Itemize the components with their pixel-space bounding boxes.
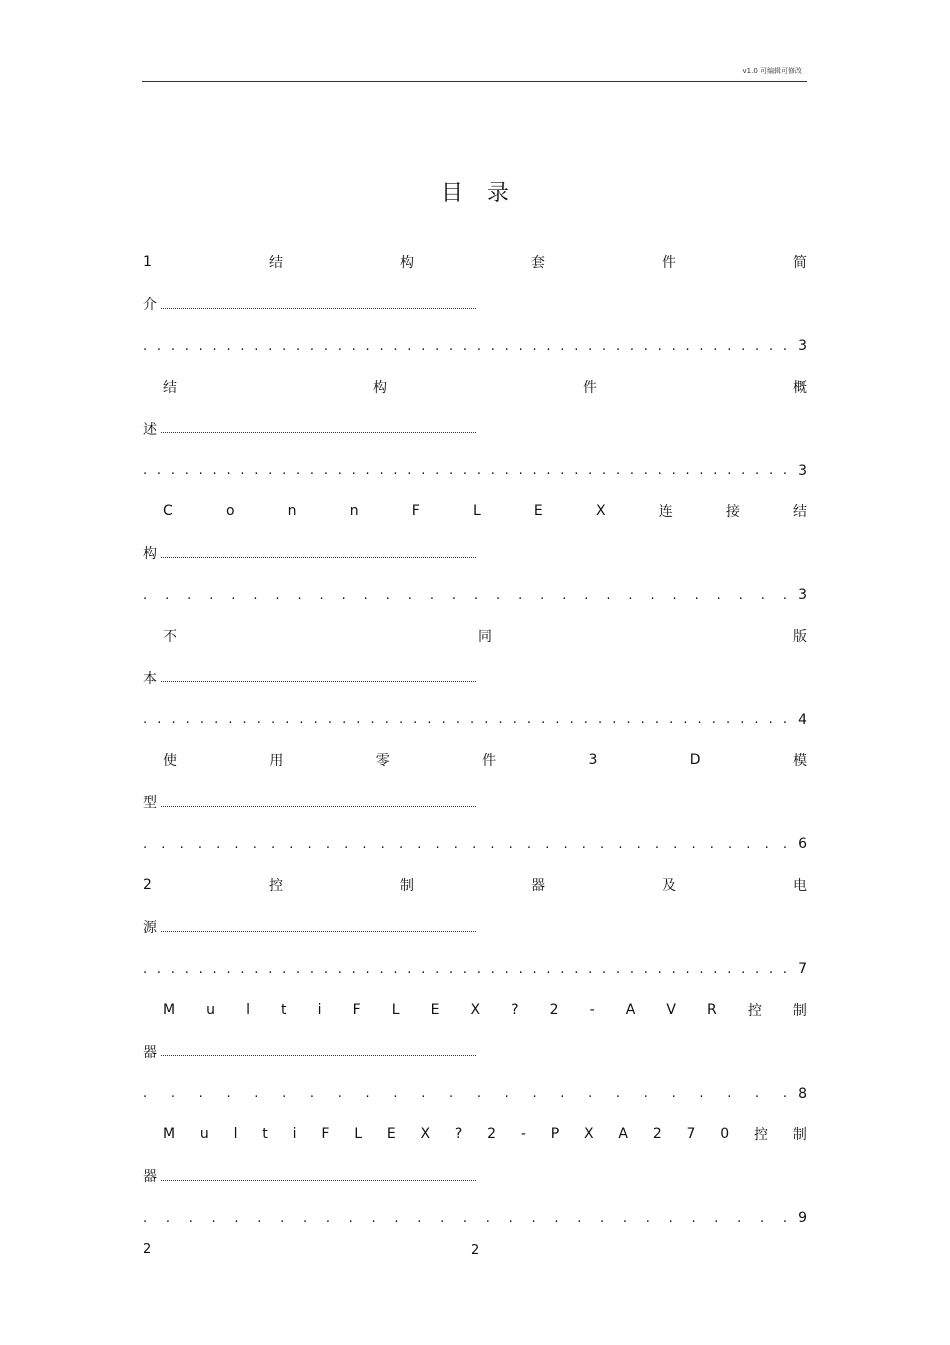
toc-heading-4[interactable] [163, 626, 807, 646]
toc-heading-char: 电 [793, 878, 807, 894]
toc-heading-char: 连 [658, 504, 673, 521]
toc-lead-line [143, 419, 807, 439]
toc-heading-6[interactable] [143, 875, 807, 895]
toc-page-line[interactable] [143, 710, 807, 730]
toc-heading-char: ? [454, 1126, 463, 1143]
toc-heading-char: M [163, 1001, 176, 1018]
toc-lead-char: 源 [143, 920, 157, 936]
toc-heading-char: u [199, 1126, 209, 1143]
toc-heading-char: 2 [143, 877, 152, 893]
leader-dots-text: . . . . . . . . . . . . . . . . . . . . . . . . . . . . . . . . . . . . . . . . . . . . . . . [143, 338, 787, 354]
page-title: 目录 [440, 181, 533, 206]
toc-page-line[interactable] [143, 959, 807, 979]
toc-heading-char: 控 [268, 878, 283, 894]
toc-heading-char: 1 [143, 254, 152, 270]
toc-heading-char: A [618, 1126, 628, 1143]
toc-page-number: 3 [798, 587, 807, 604]
toc-page-line[interactable] [143, 834, 807, 854]
toc-heading-char: X [470, 1001, 481, 1018]
toc-heading-char: 2 [487, 1126, 497, 1143]
toc-heading-char: 3 [588, 752, 598, 769]
toc-heading-char: D [689, 752, 701, 769]
toc-lead-line [143, 917, 807, 937]
toc-lead-line [143, 543, 807, 563]
toc-heading-char: F [352, 1001, 361, 1018]
toc-heading-5[interactable] [163, 750, 807, 770]
toc-heading-char: X [595, 503, 606, 520]
toc-heading-char: R [707, 1001, 717, 1018]
leader-dots [161, 432, 476, 433]
toc-page-number: 6 [798, 836, 807, 853]
toc-heading-char: 简 [793, 255, 807, 271]
leader-dots-text: . . . . . . . . . . . . . . . . . . . . . . . . . . . . . . . . . . . . . . . . . . . . . . [143, 712, 787, 728]
toc-heading-char: 控 [747, 1002, 762, 1019]
toc-page-number: 4 [798, 711, 807, 728]
toc-heading-7[interactable] [163, 1000, 807, 1020]
leader-dots-text: . . . . . . . . . . . . . . . . . . . . . . . . . . . . . . . . . . . . . . . . . . . . . . . [143, 463, 787, 479]
toc-heading-char: 构 [399, 255, 414, 271]
toc-heading-char: 同 [478, 628, 492, 645]
toc-lead-char: 述 [143, 421, 157, 438]
toc-heading-char: V [666, 1001, 676, 1018]
toc-heading-char: 2 [652, 1126, 662, 1143]
toc-heading-char: X [420, 1126, 431, 1143]
toc-heading-char: L [354, 1126, 362, 1143]
toc-heading-char: o [225, 503, 235, 520]
toc-lead-line [143, 294, 807, 314]
toc-lead-char: 器 [143, 1169, 157, 1186]
toc-page-line[interactable] [143, 336, 807, 356]
leader-dots [161, 557, 476, 558]
toc-heading-char: 7 [686, 1126, 696, 1143]
toc-lead-char: 构 [143, 546, 157, 563]
leader-dots [161, 308, 476, 309]
toc-heading-char: 构 [373, 379, 387, 396]
toc-heading-char: l [233, 1126, 238, 1143]
footer-page-center: 2 [471, 1243, 480, 1258]
toc-page-line[interactable] [143, 461, 807, 481]
toc-heading-char: 制 [399, 878, 414, 894]
toc-heading-char: 控 [754, 1127, 769, 1144]
toc-heading-char: t [262, 1126, 268, 1143]
toc-page-line[interactable] [143, 1084, 807, 1104]
toc-heading-char: F [411, 503, 420, 520]
toc-lead-line [143, 792, 807, 812]
toc-heading-char: - [589, 1001, 595, 1018]
toc-heading-char: 结 [793, 504, 807, 521]
toc-heading-char: E [533, 503, 543, 520]
toc-heading-char: 模 [792, 753, 807, 770]
leader-dots [161, 931, 476, 932]
leader-dots [161, 806, 476, 807]
toc-heading-char: 件 [482, 753, 497, 770]
toc-heading-char: F [321, 1126, 330, 1143]
toc-lead-char: 型 [143, 795, 157, 812]
toc-page-line[interactable] [143, 585, 807, 605]
toc-heading-char: 结 [268, 255, 283, 271]
toc-heading-3[interactable] [163, 501, 807, 521]
toc-heading-char: t [281, 1001, 287, 1018]
toc-heading-char: i [292, 1126, 297, 1143]
toc-heading-2[interactable] [163, 377, 807, 397]
toc-heading-char: l [246, 1001, 250, 1018]
toc-lead-char: 器 [143, 1044, 157, 1061]
toc-heading-char: ? [511, 1001, 519, 1018]
toc-lead-char: 本 [143, 670, 157, 687]
toc-heading-char: X [584, 1126, 594, 1143]
toc-heading-char: 套 [530, 255, 545, 271]
leader-dots [161, 681, 476, 682]
toc-heading-char: 及 [661, 878, 676, 894]
toc-heading-char: L [391, 1001, 400, 1018]
toc-heading-char: 概 [793, 379, 807, 396]
toc-lead-line [143, 1166, 807, 1186]
toc-heading-char: 2 [549, 1001, 559, 1018]
toc-heading-char: E [430, 1001, 440, 1018]
toc-heading-char: 版 [793, 628, 807, 645]
toc-heading-char: 0 [720, 1126, 730, 1143]
toc-heading-char: 件 [661, 255, 676, 271]
toc-heading-char: 零 [375, 753, 390, 770]
leader-dots-text: . . . . . . . . . . . . . . . . . . . . . . . . . . . . . [143, 1210, 787, 1226]
toc-page-number: 9 [798, 1210, 807, 1227]
toc-heading-char: C [163, 503, 173, 520]
toc-heading-char: P [550, 1126, 560, 1143]
toc-heading-char: 不 [163, 628, 177, 645]
toc-heading-char: 用 [269, 753, 284, 770]
toc-page-line[interactable] [143, 1208, 807, 1228]
toc-page-number: 3 [798, 338, 807, 354]
leader-dots-text: . . . . . . . . . . . . . . . . . . . . . . . . . . . . . . [143, 587, 787, 603]
toc-heading-char: u [206, 1001, 216, 1018]
toc-heading-char: L [472, 503, 481, 520]
leader-dots [161, 1180, 476, 1181]
leader-dots-text: . . . . . . . . . . . . . . . . . . . . . . . . [143, 1086, 787, 1102]
header-rule [142, 81, 807, 82]
toc-heading-char: 结 [163, 379, 177, 396]
toc-lead-line [143, 1042, 807, 1062]
toc-heading-char: 器 [530, 878, 545, 894]
header-note: v1.0 可编辑可修改 [742, 67, 802, 75]
toc-heading-char: E [386, 1126, 396, 1143]
footer-page-left: 2 [143, 1242, 152, 1257]
toc-heading-char: 使 [163, 753, 177, 770]
toc-page-number: 7 [798, 961, 807, 977]
toc-heading-char: 制 [792, 1127, 807, 1144]
toc-heading-char: 制 [792, 1002, 807, 1019]
toc-heading-8[interactable] [163, 1124, 807, 1144]
leader-dots-text: . . . . . . . . . . . . . . . . . . . . . . . . . . . . . . . . . . . . . . . . . . . . . . . [143, 961, 787, 977]
toc-lead-line [143, 668, 807, 688]
toc-heading-char: - [520, 1126, 526, 1143]
toc-page-number: 8 [798, 1085, 807, 1102]
toc-heading-char: 件 [583, 379, 597, 396]
toc-heading-char: n [287, 503, 297, 520]
toc-heading-char: 接 [725, 504, 740, 521]
toc-heading-char: M [163, 1126, 176, 1143]
toc-heading-char: i [317, 1001, 322, 1018]
toc-page-number: 3 [798, 462, 807, 479]
toc-heading-char: n [349, 503, 359, 520]
toc-lead-char: 介 [143, 297, 157, 313]
leader-dots-text: . . . . . . . . . . . . . . . . . . . . . . . . . . . . . . . . . . . . [143, 836, 787, 852]
leader-dots [161, 1055, 476, 1056]
toc-heading-1[interactable] [143, 252, 807, 272]
toc-heading-char: A [625, 1001, 636, 1018]
